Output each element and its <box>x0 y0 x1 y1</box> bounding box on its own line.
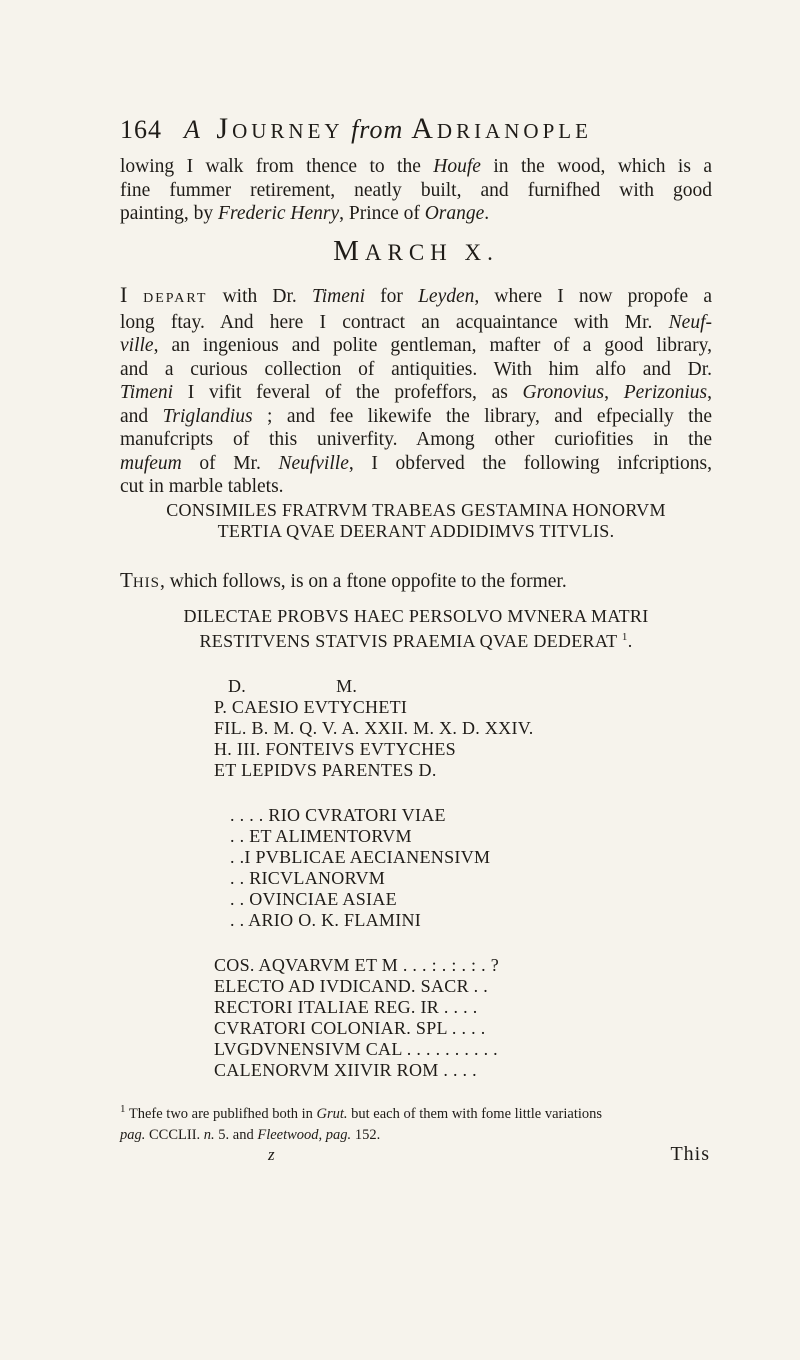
running-head-adrianople-initial: A <box>411 112 437 145</box>
catchword: This <box>670 1143 710 1165</box>
footnote-reference: 1 <box>621 631 628 643</box>
text-line: long ftay. And here I contract an acquaintance with Mr. Neuf- <box>120 311 712 333</box>
text-line: lowing I walk from thence to the Houfe in the wood, which is a <box>120 156 712 177</box>
inscription-line: . . RICVLANORVM <box>230 868 386 888</box>
text-line: THIS, which follows, is on a ftone oppofite to the former. <box>120 568 567 592</box>
text-line: Timeni I vifit feveral of the profeffors, as Gronovius, Perizonius, <box>120 382 713 403</box>
text-line: mufeum of Mr. Neufville, I obferved the following infcriptions, <box>120 452 712 474</box>
paragraph-leyden-visit <box>120 283 712 499</box>
inscription-line: . .I PVBLICAE AECIANENSIVM <box>230 847 491 867</box>
running-head-adrianople-rest: DRIANOPLE <box>436 119 592 143</box>
running-head <box>120 112 710 152</box>
text-line: ville, an ingenious and polite gentleman, mafter of a good library, <box>120 335 712 356</box>
inscription-dilectae <box>120 606 712 652</box>
section-heading-march: MARCH X. <box>333 235 499 267</box>
text-line: painting, by Frederic Henry, Prince of Orange. <box>120 203 490 224</box>
paragraph-house-in-the-wood <box>120 155 712 226</box>
inscription-line: CALENORVM XIIVIR ROM . . . . <box>214 1060 477 1080</box>
inscription-line: . . ET ALIMENTORVM <box>230 826 412 846</box>
text-line: fine fummer retirement, neatly built, and furnifhed with good <box>120 179 712 201</box>
signature-mark: z <box>268 1145 275 1164</box>
running-head-journey-rest: OURNEY <box>232 119 344 143</box>
inscription-line: D. M. <box>228 676 358 696</box>
inscription-line: DILECTAE PROBVS HAEC PERSOLVO MVNERA MATRI <box>183 606 649 626</box>
text-line: and a curious collection of antiquities. With him alfo and Dr. <box>120 358 712 380</box>
footnote <box>120 1099 720 1146</box>
inscription-line: COS. AQVARVM ET M . . . : . : . : . ? <box>214 955 500 975</box>
inscription-caesio <box>214 676 534 781</box>
page-footer <box>120 1143 712 1167</box>
footnote-line: pag. CCCLII. n. 5. and Fleetwood, pag. 152. <box>120 1126 381 1143</box>
inscription-line: . . ARIO O. K. FLAMINI <box>230 910 422 930</box>
footnote-marker: 1 <box>120 1103 126 1115</box>
inscription-line: CONSIMILES FRATRVM TRABEAS GESTAMINA HONORVM <box>166 500 666 520</box>
running-head-article: A <box>184 115 201 144</box>
inscription-consimiles <box>120 500 712 542</box>
footnote-line: $^1$ Thefe two are publifhed both in Grut. but each of them with fome little variations <box>120 1103 603 1122</box>
inscription-line: . . OVINCIAE ASIAE <box>230 889 397 909</box>
running-head-from: from <box>351 115 404 144</box>
inscription-line: RESTITVENS STATVIS PRAEMIA QVAE DEDERAT $^1$. <box>199 631 633 651</box>
inscription-line: TERTIA QVAE DEERANT ADDIDIMVS TITVLIS. <box>217 521 615 541</box>
text-line: cut in marble tablets. <box>120 476 284 497</box>
text-line: manufcripts of this univerfity. Among other curiofities in the <box>120 429 712 450</box>
inscription-line: H. III. FONTEIVS EVTYCHES <box>214 739 456 759</box>
page-number: 164 <box>120 115 162 144</box>
inscription-line: CVRATORI COLONIAR. SPL . . . . <box>214 1018 486 1038</box>
inscription-line: P. CAESIO EVTYCHETI <box>214 697 408 717</box>
inscription-line: RECTORI ITALIAE REG. IR . . . . <box>214 997 478 1017</box>
inscription-line: ELECTO AD IVDICAND. SACR . . <box>214 976 489 996</box>
running-head-journey-initial: J <box>216 112 233 145</box>
inscription-curatori-viae <box>230 805 490 931</box>
inscription-line: FIL. B. M. Q. V. A. XXII. M. X. D. XXIV. <box>214 718 534 738</box>
text-line: and Triglandius ; and fee likewife the library, and efpecially the <box>120 405 712 427</box>
text-line: I DEPART with Dr. Timeni for Leyden, where I now propofe a <box>120 282 713 307</box>
inscription-line: LVGDVNENSIVM CAL . . . . . . . . . . <box>214 1039 498 1059</box>
inscription-line: ET LEPIDVS PARENTES D. <box>214 760 437 780</box>
inscription-cos-aqvarvm <box>214 955 499 1081</box>
paragraph-this-which-follows <box>120 569 712 596</box>
inscription-line: . . . . RIO CVRATORI VIAE <box>230 805 446 825</box>
